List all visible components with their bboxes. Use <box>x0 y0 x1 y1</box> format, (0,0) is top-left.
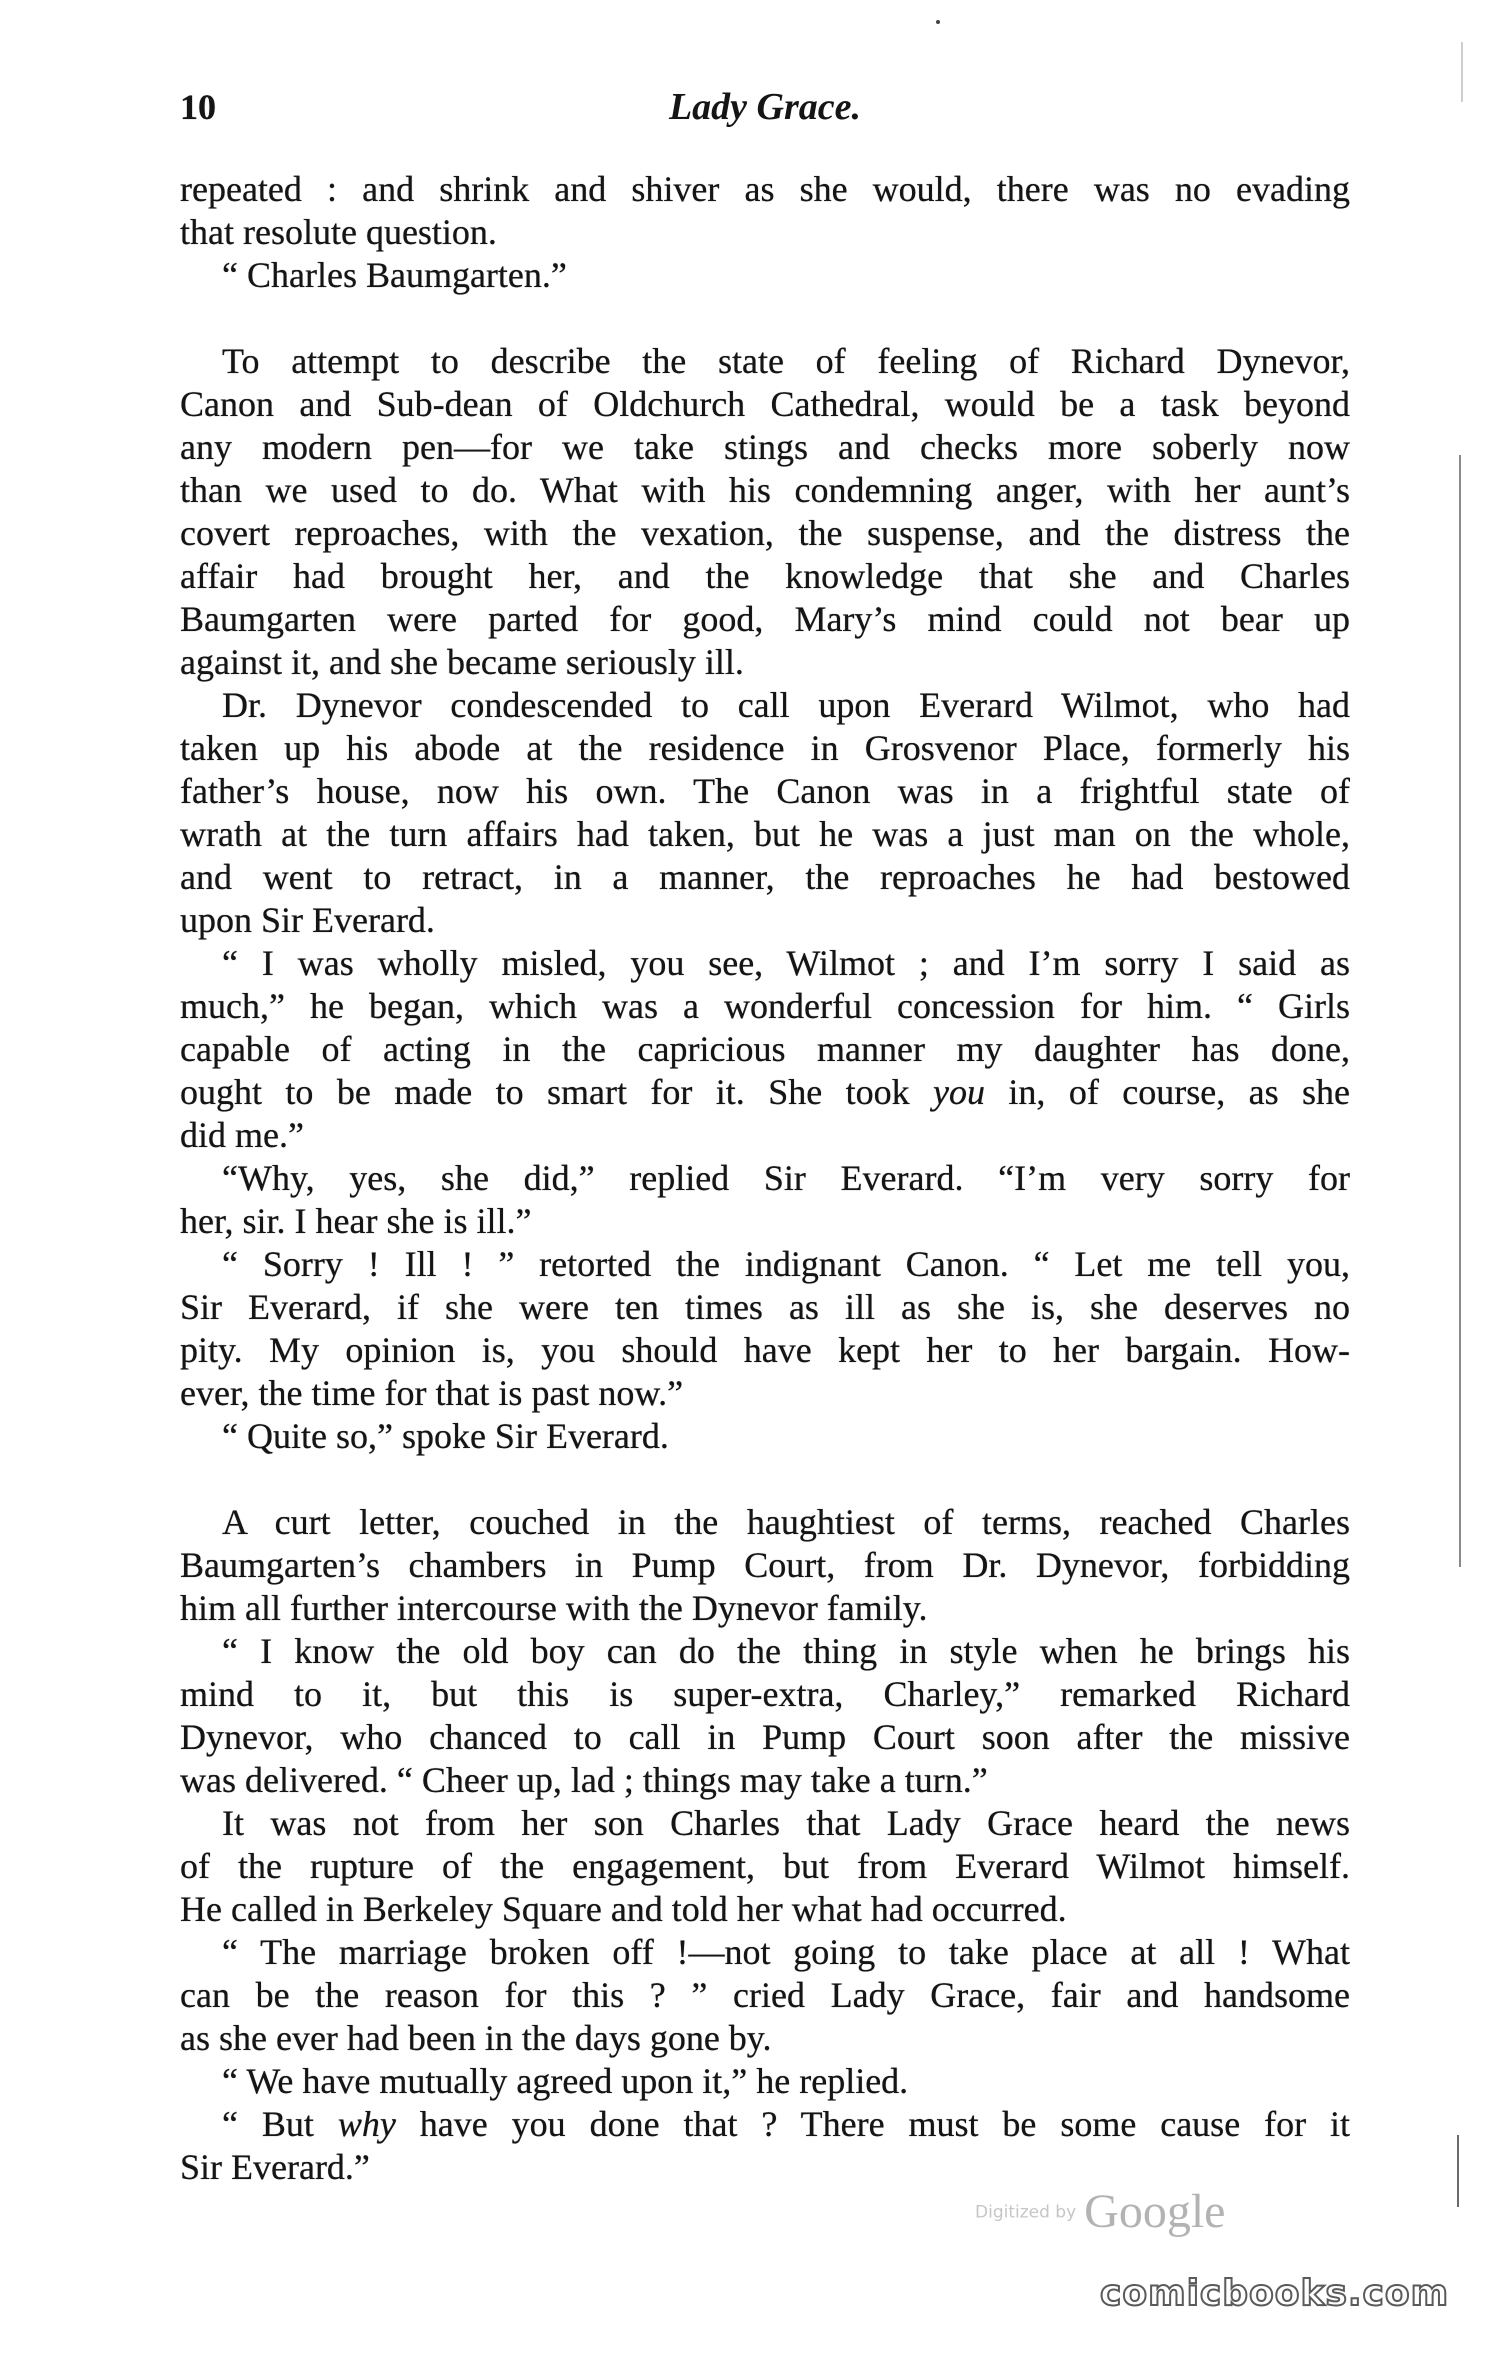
text-run: Baumgarten were parted for good, Mary’s mind could not bear up <box>180 599 1350 639</box>
text-line <box>180 426 1350 469</box>
text-run: and went to retract, in a manner, the reproaches he had bestowed <box>180 857 1350 897</box>
text-run: A curt letter, couched in the haughtiest of terms, reached Charles <box>222 1502 1350 1542</box>
text-line <box>180 168 1350 211</box>
text-run: than we used to do. What with his condemning anger, with her aunt’s <box>180 470 1350 510</box>
text-line <box>180 1200 1350 1243</box>
text-run: him all further intercourse with the Dynevor family. <box>180 1588 928 1628</box>
text-run: mind to it, but this is super-extra, Charley,” remarked Richard <box>180 1674 1350 1714</box>
text-run: Canon and Sub-dean of Oldchurch Cathedral, would be a task beyond <box>180 384 1350 424</box>
text-line <box>180 2146 1350 2189</box>
text-line <box>180 1845 1350 1888</box>
text-line <box>180 1759 1350 1802</box>
text-line <box>180 1673 1350 1716</box>
text-line <box>180 2103 1350 2146</box>
text-line <box>180 1587 1350 1630</box>
text-run: capable of acting in the capricious manner my daughter has done, <box>180 1029 1350 1069</box>
text-line <box>180 598 1350 641</box>
text-run: ever, the time for that is past now.” <box>180 1373 684 1413</box>
text-run: It was not from her son Charles that Lady Grace heard the news <box>222 1803 1350 1843</box>
scan-edge-line <box>1459 455 1461 1567</box>
text-line <box>180 813 1350 856</box>
text-run: “ Sorry ! Ill ! ” retorted the indignant Canon. “ Let me tell you, <box>222 1244 1350 1284</box>
digitized-label: Digitized by <box>975 2202 1077 2223</box>
text-run: “Why, yes, she did,” replied Sir Everard. “I’m very sorry for <box>222 1158 1350 1198</box>
text-line <box>180 2017 1350 2060</box>
scan-speck <box>936 20 940 24</box>
text-run: repeated : and shrink and shiver as she would, there was no evading <box>180 169 1350 209</box>
text-run: much,” he began, which was a wonderful concession for him. “ Girls <box>180 986 1350 1026</box>
paragraph <box>180 1501 1350 1630</box>
text-run: did me.” <box>180 1115 304 1155</box>
text-line <box>180 641 1350 684</box>
text-run: wrath at the turn affairs had taken, but he was a just man on the whole, <box>180 814 1350 854</box>
text-line <box>180 1028 1350 1071</box>
text-line <box>180 856 1350 899</box>
text-run: He called in Berkeley Square and told her what had occurred. <box>180 1889 1067 1929</box>
text-section <box>180 1501 1350 2189</box>
text-line <box>180 1931 1350 1974</box>
paragraph <box>180 684 1350 942</box>
text-section <box>180 168 1350 297</box>
italic-word: you <box>933 1072 986 1112</box>
text-line <box>180 211 1350 254</box>
running-head <box>180 86 1350 129</box>
text-line <box>180 1888 1350 1931</box>
google-logo: Google <box>1084 2185 1226 2239</box>
text-line <box>180 684 1350 727</box>
text-line <box>180 555 1350 598</box>
text-line <box>180 340 1350 383</box>
text-run: affair had brought her, and the knowledge that she and Charles <box>180 556 1350 596</box>
text-line <box>180 1157 1350 1200</box>
text-line <box>180 1071 1350 1114</box>
text-run: Dr. Dynevor condescended to call upon Everard Wilmot, who had <box>222 685 1350 725</box>
paragraph <box>180 1415 1350 1458</box>
text-run: in, of course, as she <box>985 1072 1350 1112</box>
running-title: Lady Grace. <box>668 86 862 128</box>
text-line <box>180 727 1350 770</box>
text-run: covert reproaches, with the vexation, the suspense, and the distress the <box>180 513 1350 553</box>
text-line <box>180 1630 1350 1673</box>
text-line <box>180 899 1350 942</box>
text-run: “ I know the old boy can do the thing in style when he brings his <box>222 1631 1350 1671</box>
text-line <box>180 985 1350 1028</box>
text-line <box>180 1501 1350 1544</box>
text-line <box>180 1974 1350 2017</box>
scan-edge-mark <box>1461 42 1463 102</box>
text-run: Baumgarten’s chambers in Pump Court, from Dr. Dynevor, forbidding <box>180 1545 1350 1585</box>
text-run: her, sir. I hear she is ill.” <box>180 1201 532 1241</box>
text-line <box>180 1286 1350 1329</box>
page-number: 10 <box>180 87 216 127</box>
paragraph <box>180 2060 1350 2103</box>
text-run: as she ever had been in the days gone by. <box>180 2018 772 2058</box>
text-run: father’s house, now his own. The Canon was in a frightful state of <box>180 771 1350 811</box>
text-run: can be the reason for this ? ” cried Lady Grace, fair and handsome <box>180 1975 1350 2015</box>
text-run: Sir Everard, if she were ten times as ill as she is, she deserves no <box>180 1287 1350 1327</box>
text-line <box>180 254 1350 297</box>
text-run: have you done that ? There must be some cause for it <box>395 2104 1350 2144</box>
text-run: Sir Everard.” <box>180 2147 370 2187</box>
text-run: Dynevor, who chanced to call in Pump Court soon after the missive <box>180 1717 1350 1757</box>
text-line <box>180 942 1350 985</box>
paragraph <box>180 942 1350 1157</box>
text-line <box>180 1802 1350 1845</box>
text-run: that resolute question. <box>180 212 497 252</box>
text-run: “ Quite so,” spoke Sir Everard. <box>222 1416 669 1456</box>
text-line <box>180 1243 1350 1286</box>
text-run: “ The marriage broken off !—not going to take place at all ! What <box>222 1932 1350 1972</box>
text-line <box>180 1114 1350 1157</box>
italic-word: why <box>337 2104 396 2144</box>
text-run: “ But <box>222 2104 338 2144</box>
text-line <box>180 1329 1350 1372</box>
text-run: any modern pen—for we take stings and checks more soberly now <box>180 427 1350 467</box>
paragraph <box>180 1802 1350 1931</box>
paragraph <box>180 340 1350 684</box>
scan-edge-line <box>1457 2135 1459 2207</box>
text-line <box>180 383 1350 426</box>
paragraph <box>180 1931 1350 2060</box>
text-run: ought to be made to smart for it. She took <box>180 1072 934 1112</box>
text-line <box>180 1544 1350 1587</box>
text-run: of the rupture of the engagement, but from Everard Wilmot himself. <box>180 1846 1350 1886</box>
text-line <box>180 469 1350 512</box>
text-run: upon Sir Everard. <box>180 900 435 940</box>
text-run: pity. My opinion is, you should have kept her to her bargain. How- <box>180 1330 1350 1370</box>
paragraph <box>180 168 1350 254</box>
text-run: “ We have mutually agreed upon it,” he replied. <box>222 2061 909 2101</box>
text-run: “ I was wholly misled, you see, Wilmot ; and I’m sorry I said as <box>222 943 1350 983</box>
text-run: “ Charles Baumgarten.” <box>222 255 567 295</box>
text-run: was delivered. “ Cheer up, lad ; things may take a turn.” <box>180 1760 988 1800</box>
text-run: taken up his abode at the residence in Grosvenor Place, formerly his <box>180 728 1350 768</box>
body-text <box>180 168 1350 2189</box>
text-line <box>180 512 1350 555</box>
text-line <box>180 2060 1350 2103</box>
digitized-by-google-watermark <box>975 2184 1225 2240</box>
text-line <box>180 1716 1350 1759</box>
paragraph <box>180 2103 1350 2189</box>
text-run: against it, and she became seriously ill. <box>180 642 744 682</box>
paragraph <box>180 1630 1350 1802</box>
text-line <box>180 1415 1350 1458</box>
text-line <box>180 1372 1350 1415</box>
paragraph <box>180 254 1350 297</box>
paragraph <box>180 1243 1350 1415</box>
paragraph <box>180 1157 1350 1243</box>
text-line <box>180 770 1350 813</box>
site-watermark: comicbooks.com <box>1100 2273 1450 2314</box>
text-run: To attempt to describe the state of feeling of Richard Dynevor, <box>222 341 1350 381</box>
text-section <box>180 340 1350 1458</box>
